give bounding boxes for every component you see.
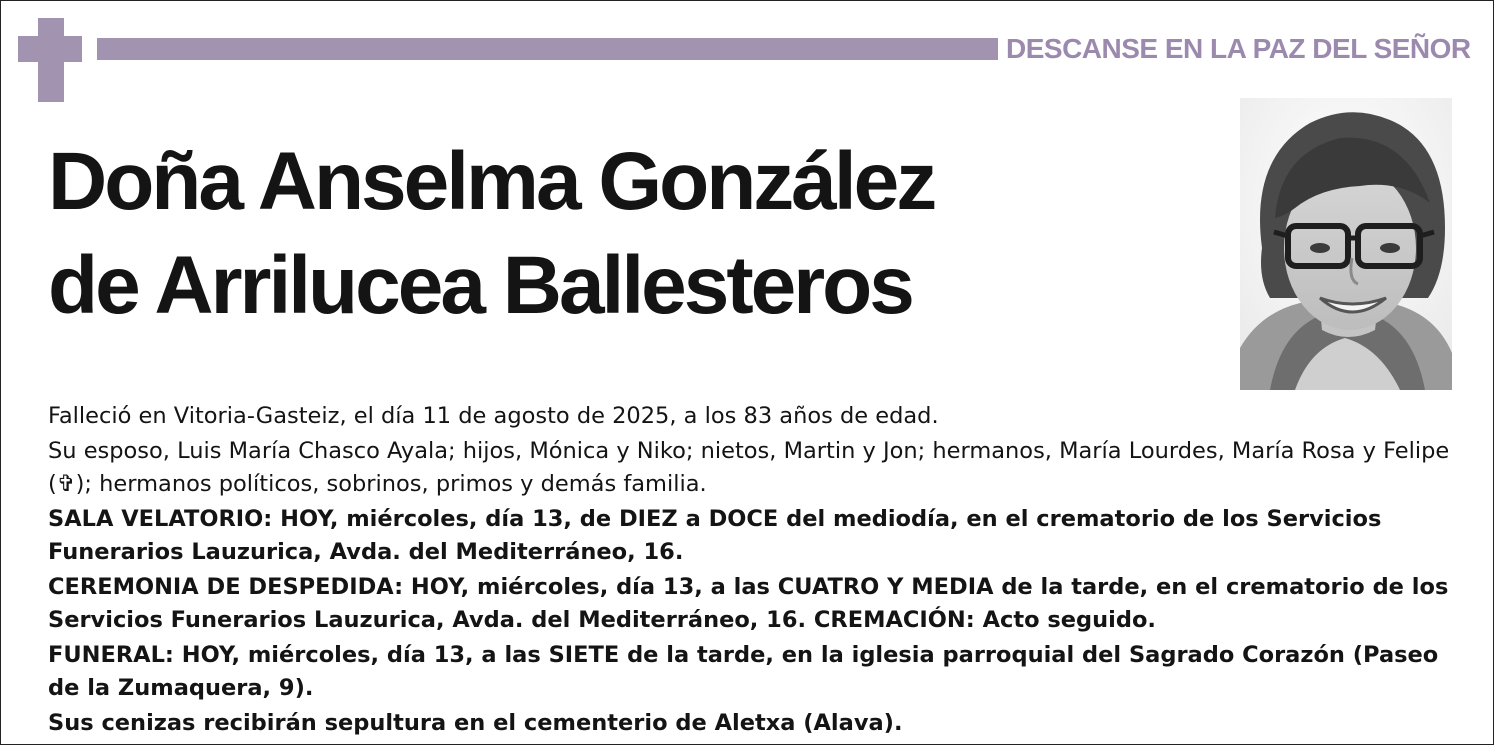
family-paragraph: Su esposo, Luis María Chasco Ayala; hijos, Mónica y Niko; nietos, Martin y Jon; hermanos, María Lourdes, María Rosa y Felipe (✞); hermanos políticos, sobrinos, primos y demás familia.	[48, 438, 1450, 497]
name-line-2: de Arrilucea Ballesteros	[48, 240, 912, 331]
name-line-1: Doña Anselma González	[48, 136, 935, 227]
ceremony-paragraph: CEREMONIA DE DESPEDIDA: HOY, miércoles, día 13, a las CUATRO Y MEDIA de la tarde, en el crematorio de los Servicios Funerarios Lauzurica, Avda. del Mediterráneo, 16. CREMACIÓN: Acto seguido.	[48, 574, 1449, 633]
latin-cross-small-icon: ✞	[56, 471, 76, 497]
funeral-paragraph: FUNERAL: HOY, miércoles, día 13, a las SIETE de la tarde, en la iglesia parroquial del Sagrado Corazón (Paseo de la Zumaquera, 9).	[48, 642, 1439, 701]
burial-paragraph: Sus cenizas recibirán sepultura en el cementerio de Aletxa (Alava).	[48, 710, 903, 736]
header-rule	[97, 38, 998, 60]
header-banner: DESCANSE EN LA PAZ DEL SEÑOR	[1006, 33, 1471, 64]
wake-paragraph: SALA VELATORIO: HOY, miércoles, día 13, de DIEZ a DOCE del mediodía, en el crematorio de los Servicios Funerarios Lauzurica, Avda. del Mediterráneo, 16.	[48, 506, 1382, 565]
deceased-name	[48, 130, 934, 338]
death-line: Falleció en Vitoria-Gasteiz, el día 11 de agosto de 2025, a los 83 años de edad.	[48, 403, 939, 429]
notice-body	[48, 400, 1458, 740]
portrait-photo	[1240, 98, 1452, 390]
